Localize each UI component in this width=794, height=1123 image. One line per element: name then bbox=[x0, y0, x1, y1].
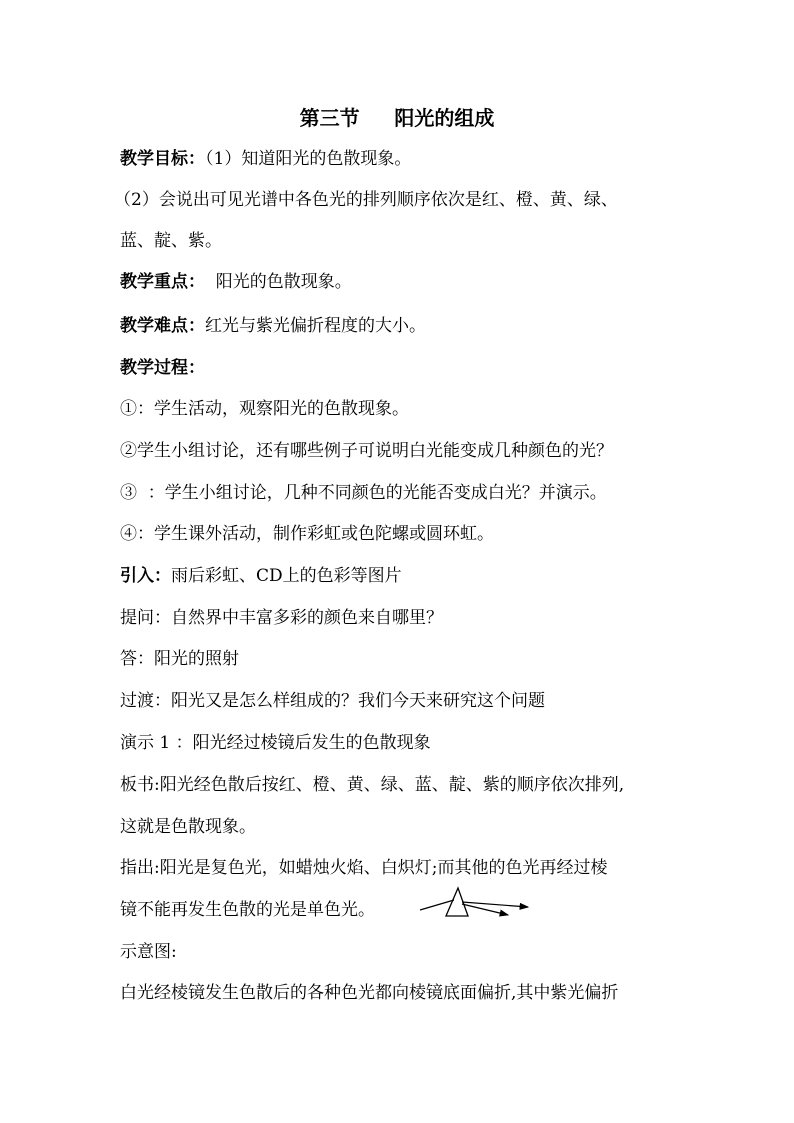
board-line-1: 板书:阳光经色散后按红、橙、黄、绿、蓝、靛、紫的顺序依次排列, bbox=[120, 775, 625, 795]
step-4: ④：学生课外活动，制作彩虹或色陀螺或圆环虹。 bbox=[120, 524, 494, 544]
difficulty-label: 教学难点： bbox=[120, 316, 205, 336]
objective-label: 教学目标： bbox=[120, 149, 205, 169]
note-line-1: 指出:阳光是复色光，如蜡烛火焰、白炽灯;而其他的色光再经过棱 bbox=[120, 858, 608, 878]
prism-dispersion-diagram bbox=[418, 882, 532, 922]
objective-2-line2: 蓝、靛、紫。 bbox=[120, 231, 222, 251]
key-point-text: 阳光的色散现象。 bbox=[205, 272, 352, 292]
step-2: ②学生小组讨论，还有哪些例子可说明白光能变成几种颜色的光？ bbox=[120, 441, 613, 461]
intro-line bbox=[120, 564, 402, 588]
answer-line: 答：阳光的照射 bbox=[120, 649, 239, 669]
step-3: ③ ：学生小组讨论，几种不同颜色的光能否变成白光？并演示。 bbox=[120, 483, 607, 503]
objective-1-text: （1）知道阳光的色散现象。 bbox=[205, 149, 412, 169]
key-point-label: 教学重点： bbox=[120, 272, 205, 292]
key-point-line bbox=[120, 270, 352, 294]
intro-text: 雨后彩虹、CD上的色彩等图片 bbox=[171, 566, 402, 586]
transition-line: 过渡：阳光又是怎么样组成的？我们今天来研究这个问题 bbox=[120, 691, 545, 711]
demo-1-line: 演示 1 ：阳光经过棱镜后发生的色散现象 bbox=[120, 733, 431, 753]
step-1: ①：学生活动，观察阳光的色散现象。 bbox=[120, 399, 409, 419]
note-line-2: 镜不能再发生色散的光是单色光。 bbox=[120, 900, 375, 920]
conclusion-line: 白光经棱镜发生色散后的各种色光都向棱镜底面偏折,其中紫光偏折 bbox=[120, 983, 619, 1003]
diagram-label: 示意图: bbox=[120, 942, 177, 962]
difficulty-text: 红光与紫光偏折程度的大小。 bbox=[205, 316, 426, 336]
page-title: 第三节 阳光的组成 bbox=[299, 106, 495, 130]
difficulty-line bbox=[120, 314, 426, 338]
refracted-ray-lower bbox=[462, 904, 508, 915]
objective-2-line1: （2）会说出可见光谱中各色光的排列顺序依次是红、橙、黄、绿、 bbox=[114, 190, 618, 210]
intro-label: 引入： bbox=[120, 566, 171, 586]
objective-line bbox=[120, 147, 411, 171]
board-line-2: 这就是色散现象。 bbox=[120, 817, 256, 837]
question-line: 提问：自然界中丰富多彩的颜色来自哪里？ bbox=[120, 608, 443, 628]
process-label: 教学过程： bbox=[120, 358, 205, 378]
